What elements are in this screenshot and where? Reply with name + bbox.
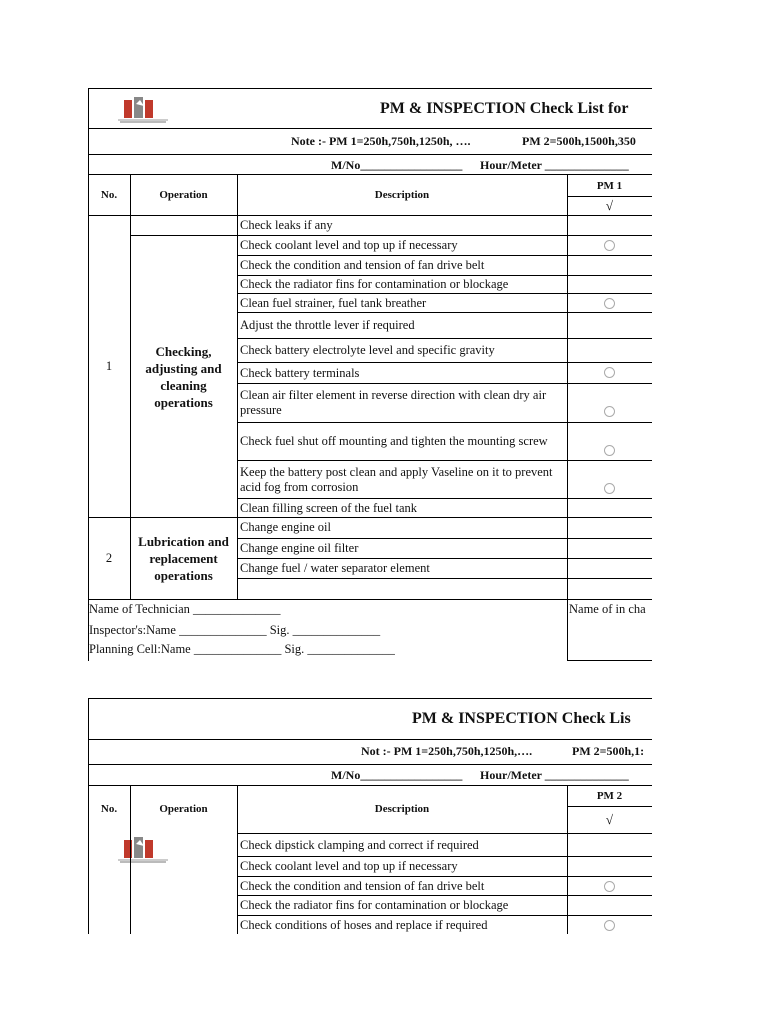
task-description: Check the radiator fins for contamination or blockage xyxy=(240,898,509,912)
task-description: Clean filling screen of the fuel tank xyxy=(240,500,418,515)
technician-name-field[interactable]: Name of Technician ______________ xyxy=(89,602,281,616)
pm-check-circle[interactable] xyxy=(604,445,615,456)
check-mark-header: √ xyxy=(605,198,614,213)
company-logo-icon xyxy=(116,94,170,124)
hour-meter-field[interactable]: Hour/Meter ______________ xyxy=(480,768,629,782)
machine-number-field[interactable]: M/No_________________ xyxy=(331,158,463,172)
task-description: Change engine oil xyxy=(240,519,331,534)
task-description: Clean air filter element in reverse direction with clean dry air pressure xyxy=(240,388,547,417)
group-number: 1 xyxy=(105,359,113,373)
column-header-pm: PM 2 xyxy=(596,790,623,802)
pm-check-circle[interactable] xyxy=(604,298,615,309)
sheet-title: PM & INSPECTION Check List for xyxy=(380,100,629,117)
column-header-description: Description xyxy=(374,189,430,201)
task-description: Change engine oil filter xyxy=(240,541,359,555)
pm-note-right: PM 2=500h,1: xyxy=(572,744,645,758)
task-description: Check the radiator fins for contamination or blockage xyxy=(240,277,509,291)
task-description: Check coolant level and top up if necessary xyxy=(240,859,458,873)
inspector-name-field[interactable]: Inspector's:Name ______________ Sig. ______________ xyxy=(89,623,381,637)
column-header-description: Description xyxy=(374,803,430,815)
in-charge-name-field[interactable]: Name of in cha xyxy=(569,602,646,616)
pm-note-left: Not :- PM 1=250h,750h,1250h,…. xyxy=(361,744,533,758)
machine-number-field[interactable]: M/No_________________ xyxy=(331,768,463,782)
company-logo-icon xyxy=(116,834,170,864)
column-header-no: No. xyxy=(100,189,118,201)
group-number: 2 xyxy=(105,551,113,565)
pm-check-circle[interactable] xyxy=(604,367,615,378)
hour-meter-field[interactable]: Hour/Meter ______________ xyxy=(480,158,629,172)
task-description: Clean fuel strainer, fuel tank breather xyxy=(240,295,427,310)
pm-check-circle[interactable] xyxy=(604,406,615,417)
column-header-operation: Operation xyxy=(159,803,208,815)
sheet-title: PM & INSPECTION Check Lis xyxy=(412,710,631,727)
task-description: Check coolant level and top up if necessary xyxy=(240,238,458,252)
task-description: Adjust the throttle lever if required xyxy=(240,318,415,332)
task-description: Check dipstick clamping and correct if required xyxy=(240,838,479,852)
column-header-operation: Operation xyxy=(159,189,208,201)
task-description: Keep the battery post clean and apply Vaseline on it to prevent acid fog from corrosion xyxy=(240,464,553,494)
group-operation-label: Lubrication and replacement operations xyxy=(138,534,229,583)
check-mark-header: √ xyxy=(605,812,614,827)
pm-check-circle[interactable] xyxy=(604,240,615,251)
pm-note-left: Note :- PM 1=250h,750h,1250h, …. xyxy=(291,134,471,148)
task-description: Check conditions of hoses and replace if required xyxy=(240,917,488,932)
planning-cell-name-field[interactable]: Planning Cell:Name ______________ Sig. ______________ xyxy=(89,642,395,656)
pm-check-circle[interactable] xyxy=(604,881,615,892)
task-description: Check the condition and tension of fan drive belt xyxy=(240,258,485,272)
task-description: Check battery terminals xyxy=(240,365,360,380)
checklist-sheet-pm1 xyxy=(88,88,652,661)
task-description: Check fuel shut off mounting and tighten the mounting screw xyxy=(240,434,548,448)
column-header-pm: PM 1 xyxy=(596,180,623,192)
task-description: Check leaks if any xyxy=(240,218,333,232)
checklist-sheet-pm2 xyxy=(88,698,652,934)
task-description: Check battery electrolyte level and specific gravity xyxy=(240,343,495,357)
pm-check-circle[interactable] xyxy=(604,920,615,931)
group-operation-label: Checking, adjusting and cleaning operations xyxy=(145,343,222,410)
column-header-no: No. xyxy=(100,803,118,815)
pm-note-right: PM 2=500h,1500h,350 xyxy=(522,134,636,148)
task-description: Check the condition and tension of fan drive belt xyxy=(240,878,485,893)
pm-check-circle[interactable] xyxy=(604,483,615,494)
task-description: Change fuel / water separator element xyxy=(240,561,430,575)
